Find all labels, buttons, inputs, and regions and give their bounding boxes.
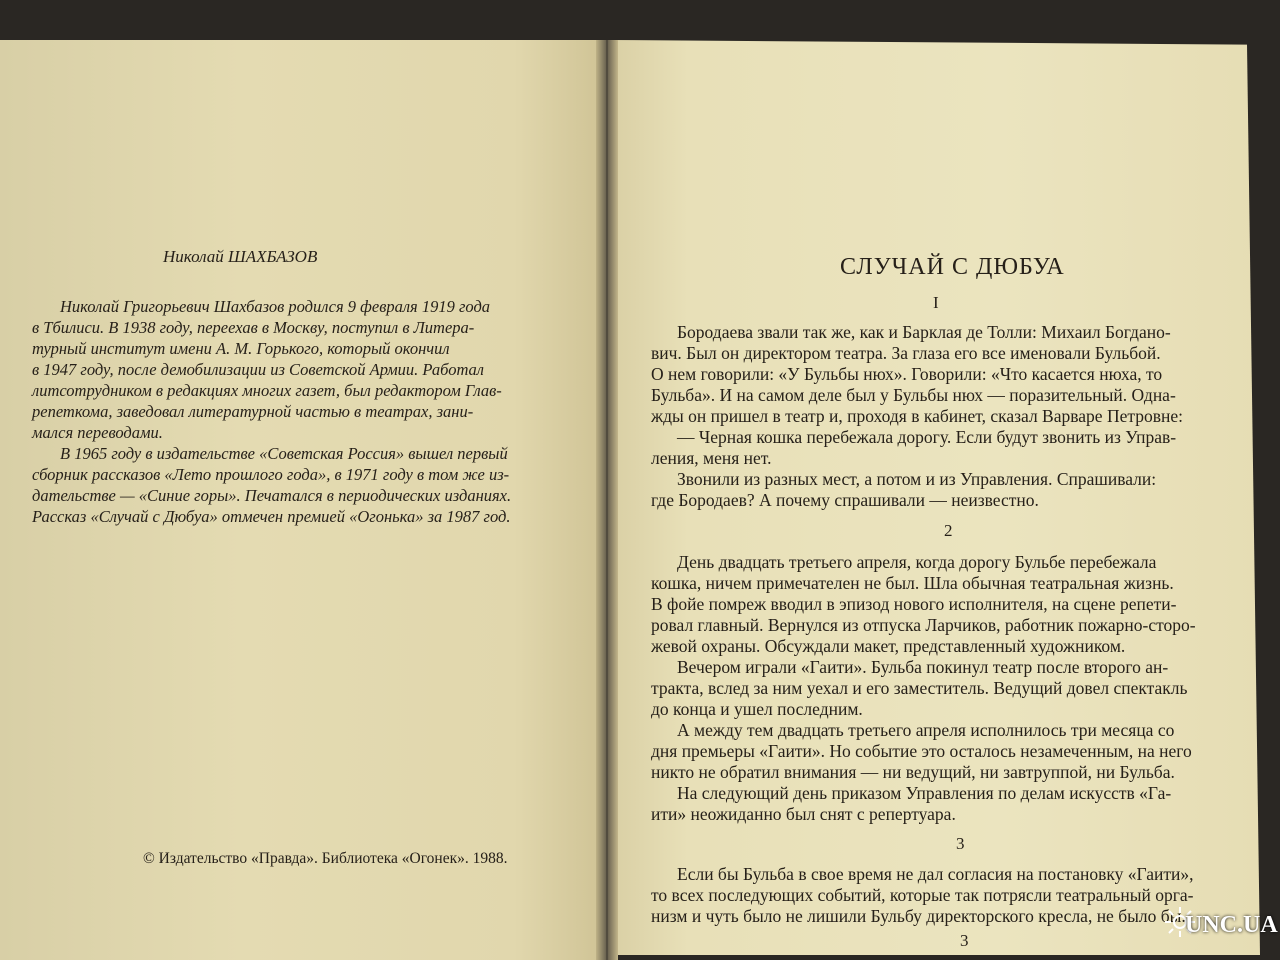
text-line: О нем говорили: «У Бульбы нюх». Говорили: «Что касается нюха, то <box>651 364 1163 384</box>
text-line: День двадцать третьего апреля, когда дорогу Бульбе перебежала <box>677 552 1157 572</box>
author-heading: Николай ШАХБАЗОВ <box>163 247 318 266</box>
text-line: На следующий день приказом Управления по делам искусств «Га- <box>677 783 1172 803</box>
text-line: дня премьеры «Гаити». Но событие это осталось незамеченным, на него <box>651 741 1192 761</box>
bio-line: сборник рассказов «Лето прошлого года», в 1971 году в том же из- <box>32 465 510 484</box>
text-line: А между тем двадцать третьего апреля исполнилось три месяца со <box>677 720 1175 740</box>
text-line: Бородаева звали так же, как и Барклая де Толли: Михаил Богдано- <box>677 322 1171 342</box>
watermark-text: UNC.UA <box>1185 912 1278 938</box>
text-line: Бульба». И на самом деле был у Бульбы нюх — поразительный. Одна- <box>651 385 1176 405</box>
text-line: то всех последующих событий, которые так потрясли театральный орга- <box>651 885 1194 905</box>
bio-line: литсотрудником в редакциях многих газет, был редактором Глав- <box>32 381 502 400</box>
bio-line: Рассказ «Случай с Дюбуа» отмечен премией «Огонька» за 1987 год. <box>32 507 511 526</box>
text-line: жды он пришел в театр и, проходя в кабинет, сказал Варваре Петровне: <box>651 406 1183 426</box>
bio-line: В 1965 году в издательстве «Советская Россия» вышел первый <box>60 444 508 463</box>
text-line: низм и чуть было не лишили Бульбу директорского кресла, не было бы. <box>651 906 1186 926</box>
text-line: ити» неожиданно был снят с репертуара. <box>651 804 956 824</box>
bio-line: в 1947 году, после демобилизации из Советской Армии. Работал <box>32 360 485 379</box>
text-line: жевой охраны. Обсуждали макет, представленный художником. <box>651 636 1126 656</box>
text-line: кошка, ничем примечателен не был. Шла обычная театральная жизнь. <box>651 573 1174 593</box>
bio-line: репеткома, заведовал литературной частью в театрах, зани- <box>32 402 474 421</box>
text-line: до конца и ушел последним. <box>651 699 863 719</box>
text-line: — Черная кошка перебежала дорогу. Если будут звонить из Управ- <box>677 427 1177 447</box>
text-line: В фойе помреж вводил в эпизод нового исполнителя, на сцене репети- <box>651 594 1177 614</box>
text-line: где Бородаев? А почему спрашивали — неизвестно. <box>651 490 1039 510</box>
text-line: ления, меня нет. <box>651 448 772 468</box>
text-line: вич. Был он директором театра. За глаза его все именовали Бульбой. <box>651 343 1161 363</box>
bio-line: турный институт имени А. М. Горького, который окончил <box>32 339 450 358</box>
bio-line: в Тбилиси. В 1938 году, переехав в Москву, поступил в Литера- <box>32 318 475 337</box>
text-line: ровал главный. Вернулся из отпуска Ларчиков, работник пожарно-сторо- <box>651 615 1196 635</box>
text-line: Звонили из разных мест, а потом и из Управления. Спрашивали: <box>677 469 1157 489</box>
book-gutter <box>596 40 618 960</box>
text-line: Если бы Бульба в свое время не дал согласия на постановку «Гаити», <box>677 864 1194 884</box>
copyright-line: © Издательство «Правда». Библиотека «Огонек». 1988. <box>143 850 508 867</box>
section-number: 3 <box>956 834 965 853</box>
text-line: никто не обратил внимания — ни ведущий, ни завтруппой, ни Бульба. <box>651 762 1175 782</box>
section-number: I <box>933 293 939 312</box>
story-title: СЛУЧАЙ С ДЮБУА <box>840 254 1065 280</box>
text-line: Вечером играли «Гаити». Бульба покинул театр после второго ан- <box>677 657 1169 677</box>
page-number: 3 <box>960 931 969 950</box>
section-number: 2 <box>944 521 953 540</box>
bio-line: дательстве — «Синие горы». Печатался в периодических изданиях. <box>32 486 512 505</box>
bio-line: Николай Григорьевич Шахбазов родился 9 февраля 1919 года <box>60 297 491 316</box>
text-line: тракта, вслед за ним уехал и его заместитель. Ведущий довел спектакль <box>651 678 1188 698</box>
bio-line: мался переводами. <box>32 423 163 442</box>
